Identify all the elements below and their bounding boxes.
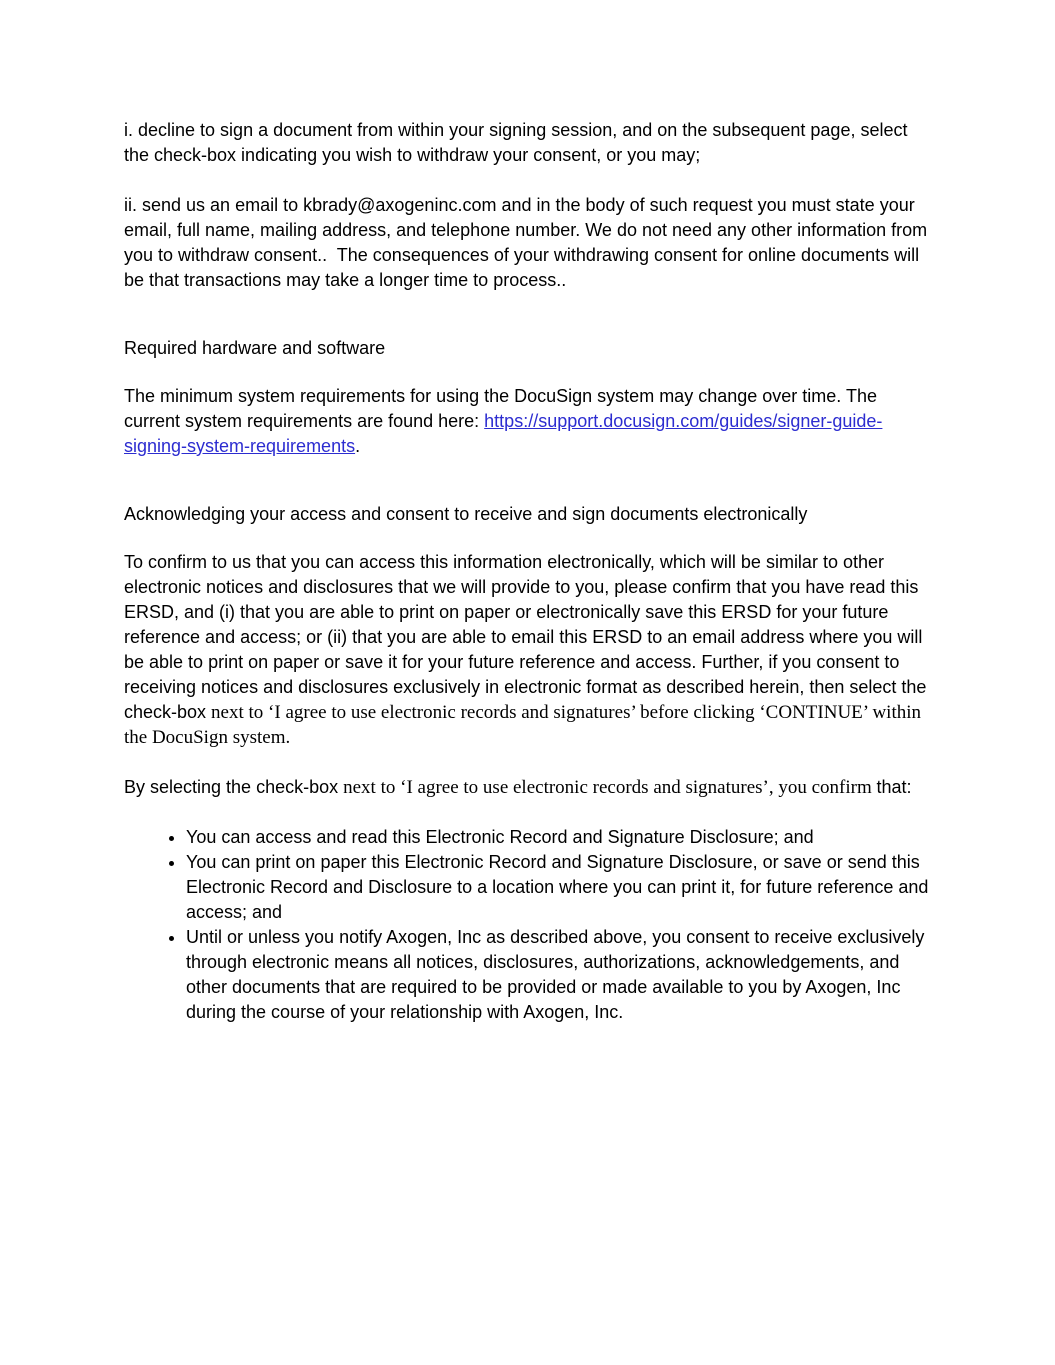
paragraph-withdraw-option-decline: i. decline to sign a document from within your signing session, and on the subsequent page, select the check-box indicating you wish to withdraw your consent, or you may;: [124, 120, 913, 165]
link-signer-guide[interactable]: https://support.docusign.com/guides/signer-guide-signing-system-requirements: [124, 411, 883, 456]
bullet-item-access-and-read: • You can access and read this Electronic Record and Signature Disclosure; and: [186, 825, 936, 850]
by-selecting-that-text: that:: [876, 777, 912, 797]
paragraph-consent-confirmation: [124, 550, 936, 750]
paragraph-withdraw-option-email: ii. send us an email to kbrady@axogeninc.com and in the body of such request you must state your email, full name, mailing address, and telephone number. We do not need any other information from you to withdraw consent.. The consequences of your withdrawing consent for online documents will be that transactions may take a longer time to process..: [124, 195, 933, 290]
section-heading-acknowledging-access: Acknowledging your access and consent to receive and sign documents electronically: [124, 504, 808, 524]
paragraph-by-selecting-checkbox: [124, 775, 936, 800]
bullet-item-until-or-unless-notify: • Until or unless you notify Axogen, Inc as described above, you consent to receive exclusively through electronic means all notices, disclosures, authorizations, acknowledgements, and other documents that are required to be provided or made available to you by Axogen, Inc during the course of your relationship with Axogen, Inc.: [186, 925, 936, 1025]
document-page: [124, 0, 936, 1025]
consent-confirmation-sans-text: To confirm to us that you can access this information electronically, which will be similar to other electronic notices and disclosures that we will provide to you, please confirm that you have read this ERSD, and (i) that you are able to print on paper or electronically save this ERSD for your future reference and access; or (ii) that you are able to email this ERSD to an email address where you will be able to print on paper or save it for your future reference and access. Further, if you consent to receiving notices and disclosures exclusively in electronic format as described herein, then select the check-box: [124, 552, 932, 722]
confirmation-bullet-list: [124, 825, 936, 1025]
bullet-item-print-or-save: • You can print on paper this Electronic Record and Signature Disclosure, or save or send this Electronic Record and Disclosure to a location where you can print it, for future reference and access; and: [186, 850, 936, 925]
system-requirements-text: The minimum system requirements for using the DocuSign system may change over time. The current system requirements are found here:: [124, 386, 882, 431]
paragraph-system-requirements: [124, 384, 936, 459]
section-heading-required-hardware: Required hardware and software: [124, 338, 386, 358]
consent-confirmation-serif-text: next to ‘I agree to use electronic records and signatures’ before clicking ‘CONTINUE’ within the DocuSign system.: [124, 702, 926, 748]
by-selecting-sans-text: By selecting the check-box: [124, 777, 344, 797]
system-requirements-period: .: [355, 436, 361, 456]
by-selecting-serif-text: next to ‘I agree to use electronic records and signatures’, you confirm: [343, 777, 877, 798]
